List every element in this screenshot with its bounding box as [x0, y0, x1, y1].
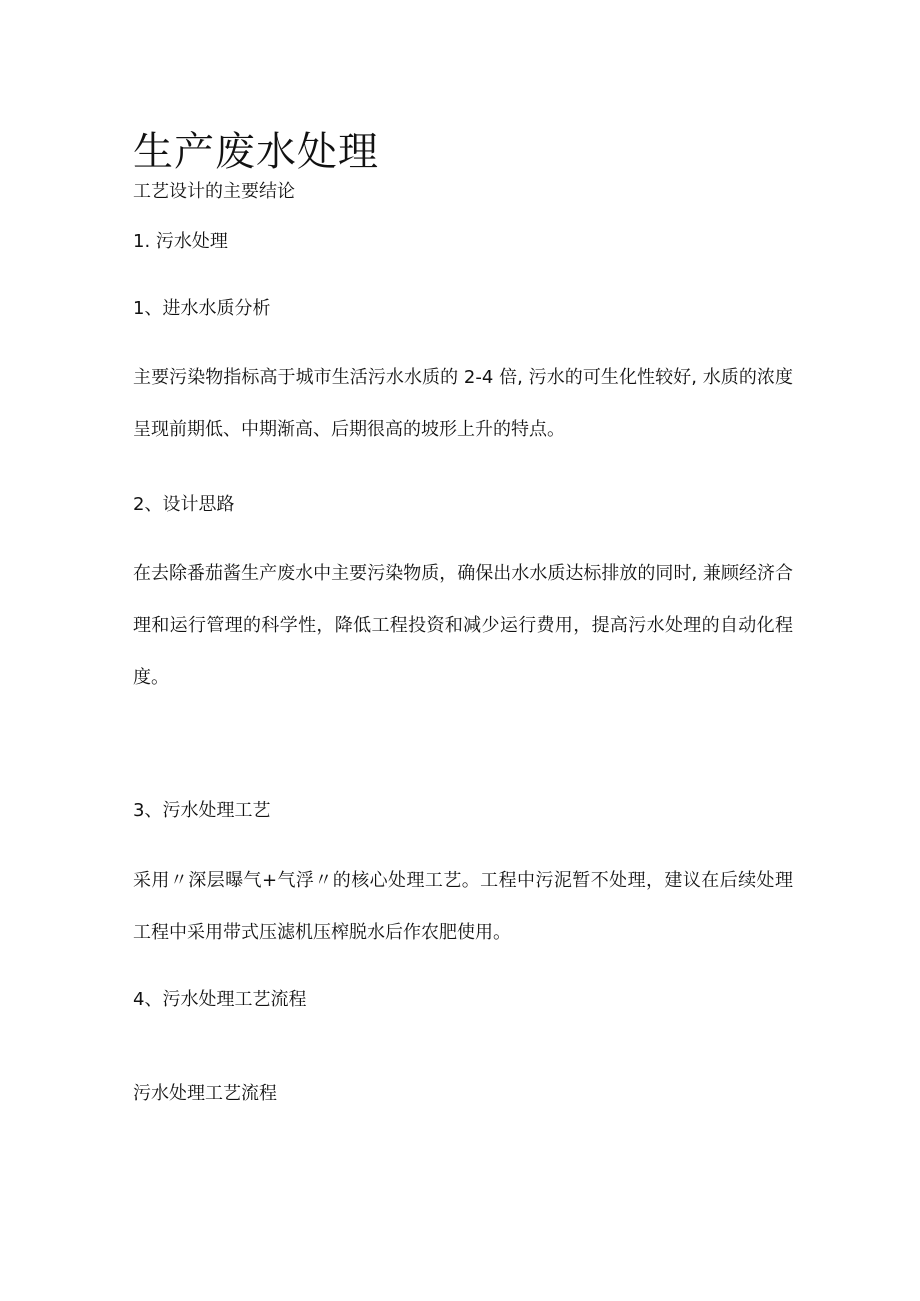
caption-process-flow: 污水处理工艺流程 — [133, 1083, 277, 1104]
section-heading-sewage-treatment: 1. 污水处理 — [133, 231, 228, 252]
document-title: 生产废水处理 — [133, 129, 379, 175]
paragraph-treatment-process: 采用〃深层曝气+气浮〃的核心处理工艺。工程中污泥暂不处理，建议在后续处理工程中采用带式压滤机压榨脱水后作农肥使用。 — [133, 870, 793, 943]
paragraph-influent-analysis: 主要污染物指标高于城市生活污水水质的 2-4 倍, 污水的可生化性较好, 水质的浓度呈现前期低、中期渐高、后期很高的坡形上升的特点。 — [133, 367, 793, 440]
paragraph-design-idea: 在去除番茄酱生产废水中主要污染物质，确保出水水质达标排放的同时, 兼顾经济合理和运行管理的科学性，降低工程投资和减少运行费用，提高污水处理的自动化程度。 — [133, 563, 793, 688]
document-subtitle: 工艺设计的主要结论 — [133, 181, 295, 202]
section-heading-design-idea: 2、设计思路 — [133, 494, 235, 515]
section-heading-influent-analysis: 1、进水水质分析 — [133, 298, 271, 319]
section-heading-process-flow: 4、污水处理工艺流程 — [133, 989, 307, 1010]
section-heading-treatment-process: 3、污水处理工艺 — [133, 800, 271, 821]
